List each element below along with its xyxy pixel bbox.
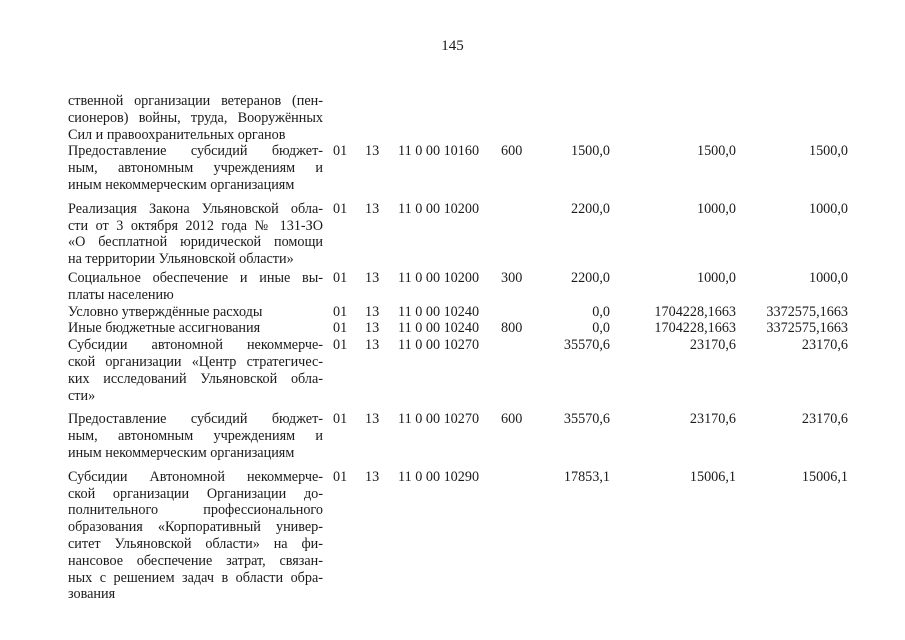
- section-code: 01: [333, 468, 348, 485]
- description-line: ным, автономным учреждениям и: [68, 428, 323, 445]
- amount-year-1: 0,0: [592, 320, 610, 337]
- subsection-code: 13: [365, 269, 380, 286]
- page-number: 145: [441, 38, 464, 54]
- description-line: ственной организации ветеранов (пен-: [68, 93, 323, 109]
- target-article-code: 11 0 00 10160: [398, 143, 480, 160]
- table-row: [68, 143, 848, 193]
- target-article-code: 11 0 00 10240: [398, 320, 480, 337]
- target-article-code: 11 0 00 10290: [398, 468, 480, 485]
- description-line: Реализация Закона Ульяновской обла-: [68, 200, 323, 217]
- subsection-code: 13: [365, 320, 380, 337]
- target-article-code: 11 0 00 10240: [398, 303, 480, 320]
- table-row: [68, 411, 848, 461]
- subsection-code: 13: [365, 337, 380, 354]
- description-line: ской организации «Центр стратегичес-: [68, 353, 323, 370]
- description-line: ской организации Организации до-: [68, 485, 323, 502]
- description-line: сионеров) войны, труда, Вооружённых: [68, 109, 323, 126]
- table-row: [68, 468, 848, 603]
- amount-year-1: 2200,0: [570, 269, 610, 286]
- section-code: 01: [333, 411, 348, 428]
- amount-year-2: 23170,6: [689, 337, 736, 354]
- expense-type-code: 600: [501, 411, 523, 428]
- description-line: «О бесплатной юридической помощи: [68, 234, 323, 251]
- description-line: ких исследований Ульяновской обла-: [68, 370, 323, 387]
- description-line: на территории Ульяновской области»: [68, 251, 294, 268]
- amount-year-3: 23170,6: [801, 411, 848, 428]
- expense-type-code: 300: [501, 269, 523, 286]
- amount-year-1: 2200,0: [570, 200, 610, 217]
- section-code: 01: [333, 143, 348, 160]
- section-code: 01: [333, 320, 348, 337]
- amount-year-1: 35570,6: [563, 337, 610, 354]
- description-line: Субсидии автономной некоммерче-: [68, 337, 323, 354]
- budget-table: [68, 93, 848, 603]
- row-description: [68, 201, 323, 268]
- amount-year-3: 1000,0: [808, 200, 848, 217]
- description-line: зования: [68, 586, 116, 603]
- section-code: 01: [333, 269, 348, 286]
- amount-year-1: 1500,0: [570, 143, 610, 160]
- description-line: сти»: [68, 387, 96, 404]
- row-description: [68, 337, 323, 404]
- row-description: [68, 93, 323, 143]
- description-line: Условно утверждённые расходы: [68, 303, 263, 320]
- table-row: [68, 337, 848, 404]
- amount-year-2: 15006,1: [689, 468, 736, 485]
- amount-year-2: 1000,0: [696, 269, 736, 286]
- amount-year-2: 23170,6: [689, 411, 736, 428]
- amount-year-3: 1000,0: [808, 269, 848, 286]
- description-line: Сил и правоохранительных органов: [68, 126, 286, 143]
- target-article-code: 11 0 00 10270: [398, 337, 480, 354]
- description-line: ным, автономным учреждениям и: [68, 160, 323, 177]
- expense-type-code: 800: [501, 320, 523, 337]
- table-row: [68, 320, 848, 337]
- subsection-code: 13: [365, 143, 380, 160]
- target-article-code: 11 0 00 10200: [398, 269, 480, 286]
- description-line: иным некоммерческим организациям: [68, 444, 295, 461]
- amount-year-3: 23170,6: [801, 337, 848, 354]
- table-row: [68, 200, 848, 268]
- description-line: Субсидии Автономной некоммерче-: [68, 468, 323, 485]
- amount-year-1: 17853,1: [563, 468, 610, 485]
- amount-year-3: 1500,0: [808, 143, 848, 160]
- description-line: платы населению: [68, 286, 174, 303]
- description-line: полнительного профессионального: [68, 502, 323, 519]
- amount-year-2: 1500,0: [696, 143, 736, 160]
- description-line: Предоставление субсидий бюджет-: [68, 143, 323, 160]
- description-line: образования «Корпоративный универ-: [68, 519, 323, 536]
- description-line: Иные бюджетные ассигнования: [68, 320, 261, 337]
- amount-year-1: 35570,6: [563, 411, 610, 428]
- section-code: 01: [333, 303, 348, 320]
- target-article-code: 11 0 00 10270: [398, 411, 480, 428]
- amount-year-3: 15006,1: [801, 468, 848, 485]
- description-line: нансовое обеспечение затрат, связан-: [68, 552, 323, 569]
- amount-year-1: 0,0: [592, 303, 610, 320]
- row-description: [68, 304, 323, 321]
- section-code: 01: [333, 200, 348, 217]
- amount-year-2: 1704228,1663: [654, 320, 736, 337]
- section-code: 01: [333, 337, 348, 354]
- description-line: Социальное обеспечение и иные вы-: [68, 269, 323, 286]
- description-line: ных с решением задач в области обра-: [68, 569, 323, 586]
- target-article-code: 11 0 00 10200: [398, 200, 480, 217]
- description-line: Предоставление субсидий бюджет-: [68, 411, 323, 428]
- subsection-code: 13: [365, 303, 380, 320]
- description-line: сти от 3 октября 2012 года № 131-ЗО: [68, 217, 323, 234]
- table-row: [68, 269, 848, 304]
- description-line: ситет Ульяновской области» на фи-: [68, 535, 323, 552]
- expense-type-code: 600: [501, 143, 523, 160]
- subsection-code: 13: [365, 200, 380, 217]
- amount-year-2: 1000,0: [696, 200, 736, 217]
- subsection-code: 13: [365, 468, 380, 485]
- row-description: [68, 469, 323, 603]
- row-description: [68, 270, 323, 304]
- description-line: иным некоммерческим организациям: [68, 176, 295, 193]
- table-row: [68, 93, 843, 143]
- row-description: [68, 143, 323, 193]
- subsection-code: 13: [365, 411, 380, 428]
- table-row: [68, 303, 848, 321]
- amount-year-3: 3372575,1663: [766, 320, 848, 337]
- row-description: [68, 320, 323, 337]
- amount-year-2: 1704228,1663: [654, 303, 736, 320]
- amount-year-3: 3372575,1663: [766, 303, 848, 320]
- row-description: [68, 411, 323, 461]
